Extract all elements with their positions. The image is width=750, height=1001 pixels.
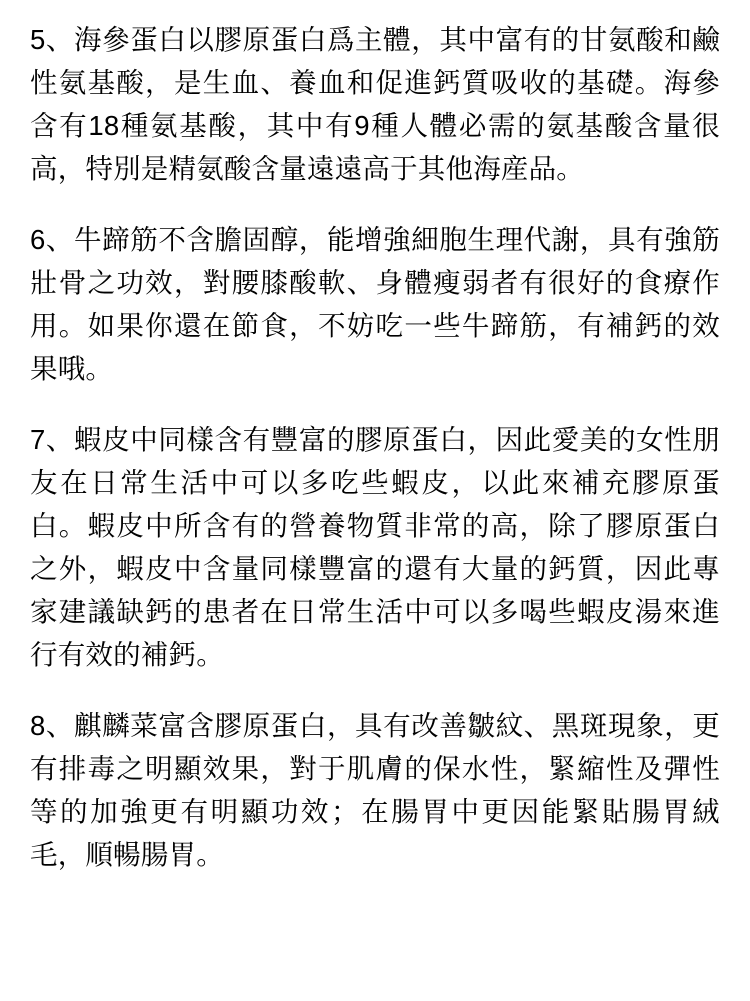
paragraph-item-8: 8、麒麟菜富含膠原蛋白，具有改善皺紋、黑斑現象，更有排毒之明顯效果，對于肌膚的保水性，緊縮性及彈性等的加強更有明顯功效；在腸胃中更因能緊貼腸胃絨毛，順暢腸胃。 <box>30 710 720 870</box>
paragraph-item-7: 7、蝦皮中同樣含有豐富的膠原蛋白，因此愛美的女性朋友在日常生活中可以多吃些蝦皮，以此來補充膠原蛋白。蝦皮中所含有的營養物質非常的高，除了膠原蛋白之外，蝦皮中含量同樣豐富的還有大量的鈣質，因此專家建議缺鈣的患者在日常生活中可以多喝些蝦皮湯來進行有效的補鈣。 <box>30 424 720 670</box>
paragraph-item-5: 5、海參蛋白以膠原蛋白爲主體，其中富有的甘氨酸和鹼性氨基酸，是生血、養血和促進鈣質吸收的基礎。海參含有18種氨基酸，其中有9種人體必需的氨基酸含量很高，特別是精氨酸含量遠遠高于其他海産品。 <box>30 24 720 184</box>
paragraph-item-6: 6、牛蹄筋不含膽固醇，能增強細胞生理代謝，具有強筋壯骨之功效，對腰膝酸軟、身體瘦弱者有很好的食療作用。如果你還在節食，不妨吃一些牛蹄筋，有補鈣的效果哦。 <box>30 224 720 384</box>
